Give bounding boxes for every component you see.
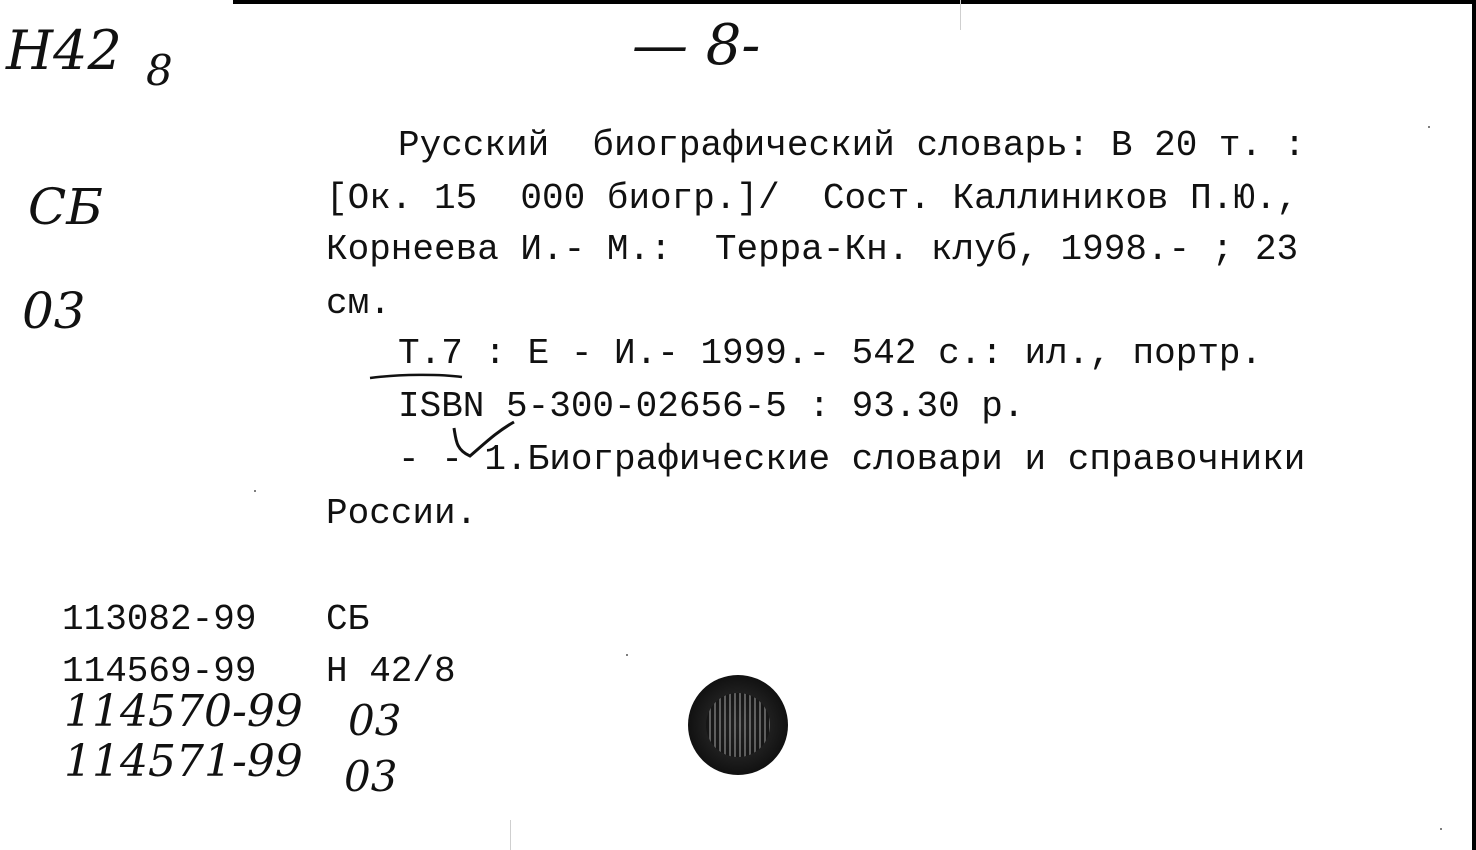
check-mark-icon bbox=[454, 422, 514, 456]
holding-number-1: 113082-99 bbox=[62, 599, 257, 640]
title-line-2: [Ок. 15 000 биогр.]/ Сост. Каллиников П.Ю., bbox=[326, 178, 1299, 219]
subject-line: - - 1.Биографические словари и справочники bbox=[398, 439, 1306, 480]
speck bbox=[626, 654, 628, 656]
handwritten-shelf-mark: Н42 bbox=[6, 19, 122, 82]
holding-location-4: 03 bbox=[344, 752, 398, 801]
speck bbox=[1428, 126, 1430, 128]
holding-location-1: СБ bbox=[326, 599, 370, 640]
title-line-1: Русский биографический словарь: В 20 т. : bbox=[398, 125, 1306, 166]
holding-number-4: 114571-99 bbox=[64, 736, 303, 787]
isbn-line: ISBN 5-300-02656-5 : 93.30 р. bbox=[398, 386, 1025, 427]
page-number: — 8- bbox=[632, 13, 761, 78]
holding-number-2: 114569-99 bbox=[62, 651, 257, 692]
punched-hole bbox=[688, 675, 788, 775]
subject-line-cont: России. bbox=[326, 493, 478, 534]
title-line-3: Корнеева И.- М.: Терра-Кн. клуб, 1998.- ; 23 bbox=[326, 229, 1299, 270]
volume-underline bbox=[370, 375, 462, 378]
speck bbox=[254, 490, 256, 492]
handwritten-location-sb: СБ bbox=[28, 178, 103, 236]
holding-location-3: 03 bbox=[348, 696, 402, 745]
holding-number-3: 114570-99 bbox=[64, 686, 303, 737]
holding-location-2: Н 42/8 bbox=[326, 651, 456, 692]
volume-line: Т.7 : Е - И.- 1999.- 542 с.: ил., портр. bbox=[398, 333, 1263, 374]
speck bbox=[1440, 828, 1442, 830]
handwritten-location-03: 03 bbox=[22, 282, 86, 340]
title-line-4: см. bbox=[326, 283, 391, 324]
handwritten-shelf-mark-sub: 8 bbox=[146, 46, 173, 95]
